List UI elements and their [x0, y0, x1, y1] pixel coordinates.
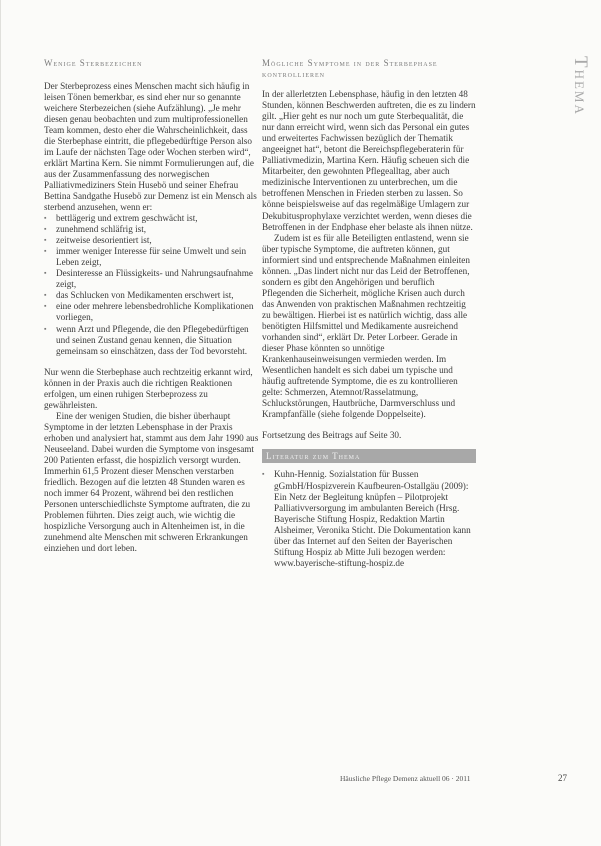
literature-list — [262, 469, 476, 568]
intro-paragraph: Der Sterbeprozess eines Menschen macht sich häufig in leisen Tönen bemerkbar, es sind eher nur so genannte weichere Sterbezeichen (siehe Aufzählung). „Je mehr diesen genau beobachten und zum multiprofessionellen Team kommen, desto eher die Wahrscheinlichkeit, dass die Sterbephase eintritt, die pflegebedürftige Person also im Laufe der nächsten Tage oder Wochen sterben wird“, erklärt Martina Kern. Sie nimmt Formulierungen auf, die aus der Zusammenfassung des norwegischen Palliativmediziners Stein Husebö und seiner Ehefrau Bettina Sandgathe Husebö zur Demenz ist ein Mensch als sterbend anzusehen, wenn er: — [44, 80, 257, 213]
left-heading: Wenige Sterbezeichen — [44, 58, 143, 68]
literature-box-title: Literatur zum Thema — [262, 449, 476, 463]
list-item: ▪ immer weniger Interesse für seine Umwelt und sein Leben zeigt, — [44, 246, 260, 268]
page-number: 27 — [558, 773, 567, 783]
list-item: ▪ eine oder mehrere lebensbedrohliche Komplikationen vorliegen, — [44, 301, 260, 323]
footer-text: Häusliche Pflege Demenz aktuell 06 · 2011 — [340, 774, 471, 783]
list-item: ▪ Desinteresse an Flüssigkeits- und Nahrungsaufnahme zeigt, — [44, 268, 260, 290]
list-item: ▪ das Schlucken von Medikamenten erschwert ist, — [44, 290, 260, 301]
body-paragraph: In der allerletzten Lebensphase, häufig in den letzten 48 Stunden, können Beschwerden auftreten, die es zu lindern gilt. „Hier geht es nur noch um gute Sterbequalität, die nur dann erreicht wird, wenn sich das Personal ein gutes und erweitertes Fachwissen bezüglich der Thematik angeeignet hat“, betont die Bereichspflegeberaterin für Palliativmedizin, Martina Kern. Häufig scheuen sich die Mitarbeiter, den gewohnten Pflegealltag, aber auch medizinische Interventionen zu unterbrechen, um die betroffenen Menschen in Frieden sterben zu lassen. So könne beispielsweise auf das regelmäßige Umlagern zur Dekubitusprophylaxe verzichtet werden, wenn dieses die Betroffenen in der Endphase eher belaste als ihnen nütze. — [262, 89, 476, 232]
body-paragraph: Nur wenn die Sterbephase auch rechtzeitig erkannt wird, können in der Praxis auch die richtigen Reaktionen erfolgen, um einen ruhigen Sterbeprozess zu gewährleisten. — [44, 366, 253, 410]
body-paragraph: Eine der wenigen Studien, die bisher überhaupt Symptome in der letzten Lebensphase in der Praxis erhoben und analysiert hat, stammt aus dem Jahr 1990 aus Neuseeland. Dabei wurden die Symptome von insgesamt 200 Patienten erfasst, die hospizlich versorgt wurden. Immerhin 61,5 Prozent dieser Menschen verstarben friedlich. Bezogen auf die letzten 48 Stunden waren es noch immer 64 Prozent, während bei den restlichen Personen unterschiedlichste Symptome auftraten, die zu Problemen führten. Dies zeigt auch, wie wichtig die hospizliche Versorgung auch in Altenheimen ist, in die zunehmend alte Menschen mit schweren Erkrankungen einziehen und dort leben. — [44, 410, 259, 554]
left-column — [44, 58, 260, 554]
list-item: ▪ Kuhn-Hennig. Sozialstation für Bussen gGmbH/Hospizverein Kaufbeuren-Ostallgäu (2009): Ein Netz der Begleitung knüpfen – Pilotprojekt Palliativversorgung im ambulanten Bereich (Hrsg. Bayerische Stiftung Hospiz, Redaktion Martin Alsheimer, Veronika Sticht. Die Dokumentation kann über das Internet auf den Seiten der Bayerischen Stiftung Hospiz ab Mitte Juli bezogen werden: www.bayerische-stiftung-hospiz.de — [262, 469, 476, 568]
section-label: Thema — [570, 56, 591, 116]
right-column — [262, 58, 476, 569]
signs-list — [44, 213, 260, 357]
list-item: ▪ bettlägerig und extrem geschwächt ist, — [44, 213, 260, 224]
list-item: ▪ zunehmend schläfrig ist, — [44, 224, 260, 235]
list-item: ▪ zeitweise desorientiert ist, — [44, 235, 260, 246]
continuation-note: Fortsetzung des Beitrags auf Seite 30. — [262, 430, 402, 441]
list-item: ▪ wenn Arzt und Pflegende, die den Pflegebedürftigen und seinen Zustand genau kennen, die Situation gemeinsam so einschätzen, dass der Tod bevorsteht. — [44, 324, 260, 357]
body-paragraph: Zudem ist es für alle Beteiligten entlastend, wenn sie über typische Symptome, die auftreten können, gut informiert sind und entsprechende Maßnahmen einleiten können. „Das lindert nicht nur das Leid der Betroffenen, sondern es gibt den Angehörigen und beruflich Pflegenden die Sicherheit, mögliche Krisen auch durch das Anwenden von praktischen Maßnahmen rechtzeitig zu bewältigen. Hierbei ist es natürlich wichtig, dass alle benötigten Hilfsmittel und Medikamente ausreichend vorhanden sind“, erklärt Dr. Peter Lorbeer. Gerade in dieser Phase könnten so unnötige Krankenhauseinweisungen vermieden werden. Im Wesentlichen handelt es sich dabei um typische und häufig auftretende Symptome, die es zu kontrollieren gelte: Schmerzen, Atemnot/Rasselatmung, Schluckstörungen, Hautbrüche, Darmverschluss und Krampfanfälle (siehe folgende Doppelseite). — [262, 232, 470, 420]
right-heading: Mögliche Symptome in der Sterbephase kontrollieren — [262, 58, 438, 79]
